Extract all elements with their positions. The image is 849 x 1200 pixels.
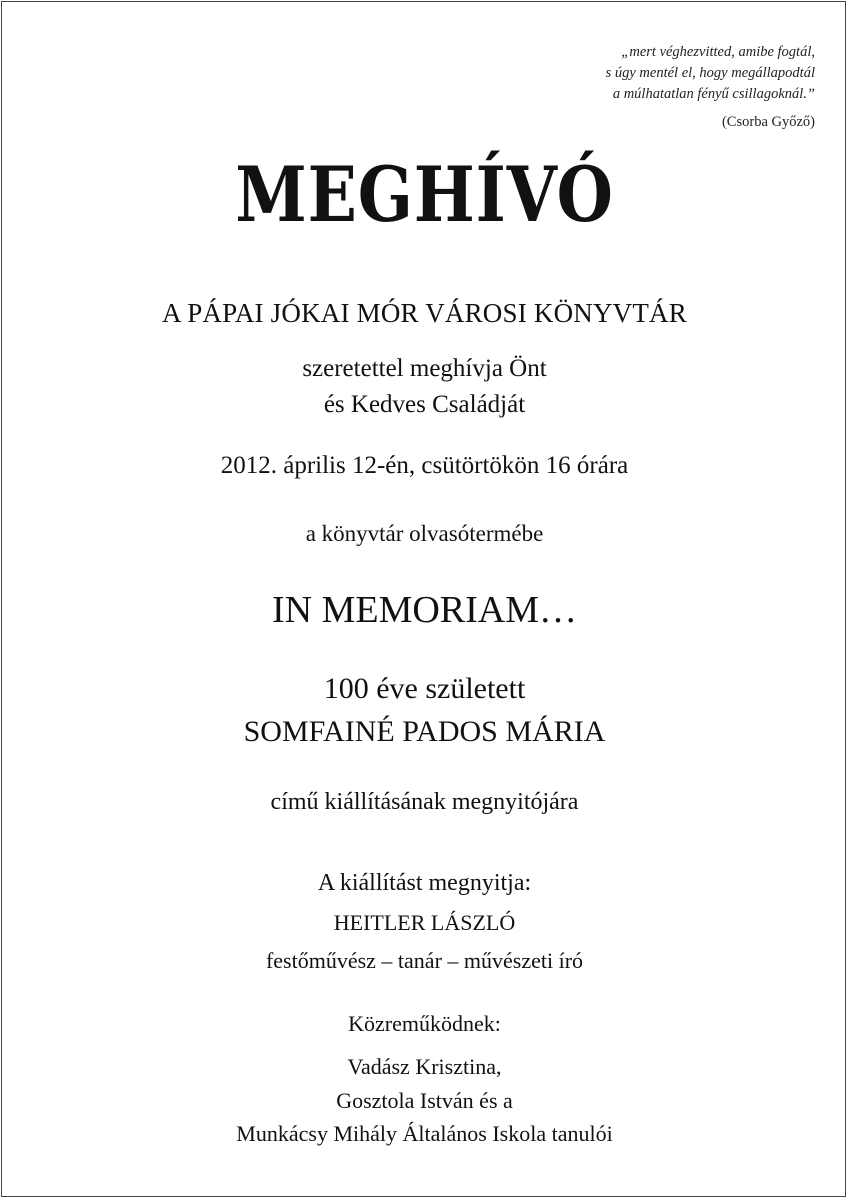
exhibition-line: című kiállításának megnyitójára	[270, 789, 579, 815]
quote-line: s úgy mentél el, hogy megállapodtál	[605, 65, 815, 81]
event-date: 2012. április 12-én, csütörtökön 16 órára	[220, 452, 629, 479]
event-title: IN MEMORIAM…	[271, 589, 578, 631]
contributors-label: Közreműködnek:	[348, 1011, 501, 1036]
subject-line: 100 éve született	[323, 672, 526, 705]
opener-name: HEITLER LÁSZLÓ	[333, 910, 516, 935]
subject-name: SOMFAINÉ PADOS MÁRIA	[243, 715, 606, 748]
quote-line: „mert véghezvitted, amibe fogtál,	[621, 44, 815, 60]
epigraph-quote	[515, 42, 815, 133]
quote-author: (Csorba Győző)	[721, 114, 815, 130]
contributor-line: Munkácsy Mihály Általános Iskola tanulói	[236, 1121, 613, 1146]
invitation-line-2: és Kedves Családját	[323, 391, 526, 418]
contributor-line: Gosztola István és a	[336, 1088, 513, 1113]
contributor-line: Vadász Krisztina,	[347, 1054, 502, 1079]
invitation-title: MEGHÍVÓ	[235, 150, 614, 239]
invitation-line-1: szeretettel meghívja Önt	[302, 355, 547, 382]
opener-profession: festőművész – tanár – művészeti író	[265, 948, 584, 973]
host-institution: A PÁPAI JÓKAI MÓR VÁROSI KÖNYVTÁR	[162, 298, 687, 328]
event-place: a könyvtár olvasótermébe	[305, 521, 544, 546]
quote-line: a múlhatatlan fényű csillagoknál.”	[612, 86, 815, 102]
opening-label: A kiállítást megnyitja:	[317, 870, 532, 896]
